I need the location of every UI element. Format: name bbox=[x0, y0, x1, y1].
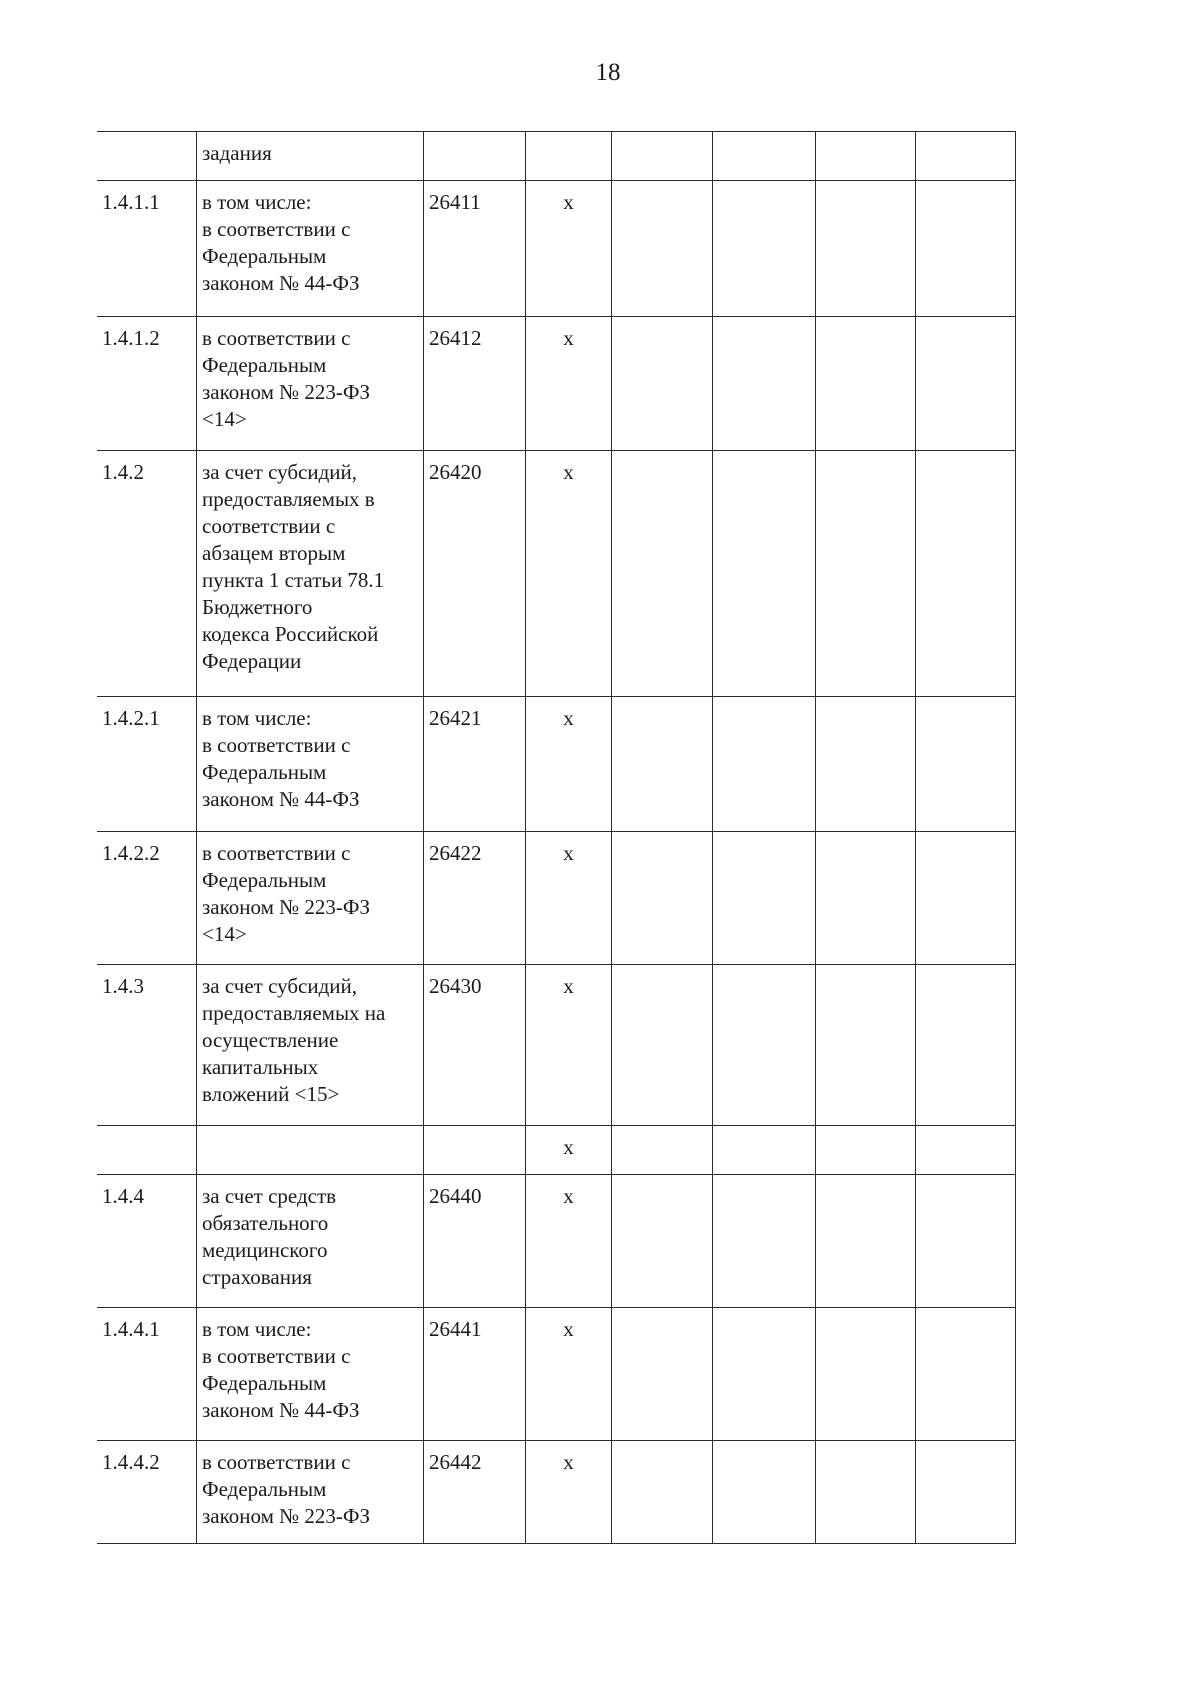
empty-cell bbox=[713, 697, 816, 832]
row-name: в том числе: в соответствии с Федеральным законом № 44-ФЗ bbox=[197, 1308, 424, 1441]
table-row bbox=[97, 181, 1016, 317]
empty-cell bbox=[916, 451, 1016, 697]
empty-cell bbox=[816, 1175, 916, 1308]
empty-cell bbox=[916, 832, 1016, 965]
empty-cell bbox=[612, 697, 713, 832]
row-number: 1.4.4.1 bbox=[97, 1308, 197, 1441]
row-name: в том числе: в соответствии с Федеральным законом № 44-ФЗ bbox=[197, 181, 424, 317]
row-number: 1.4.3 bbox=[97, 965, 197, 1126]
empty-cell bbox=[612, 132, 713, 181]
row-code: 26412 bbox=[424, 317, 526, 451]
table-row bbox=[97, 1126, 1016, 1175]
row-x-mark: х bbox=[526, 1441, 612, 1544]
page-number: 18 bbox=[595, 59, 621, 86]
row-name: в соответствии с Федеральным законом № 223-ФЗ <14> bbox=[197, 317, 424, 451]
table-row bbox=[97, 132, 1016, 181]
row-number bbox=[97, 1126, 197, 1175]
empty-cell bbox=[713, 132, 816, 181]
empty-cell bbox=[916, 1126, 1016, 1175]
empty-cell bbox=[612, 451, 713, 697]
empty-cell bbox=[713, 317, 816, 451]
row-number bbox=[97, 132, 197, 181]
empty-cell bbox=[713, 832, 816, 965]
row-x-mark: х bbox=[526, 181, 612, 317]
empty-cell bbox=[916, 132, 1016, 181]
row-name: в соответствии с Федеральным законом № 223-ФЗ bbox=[197, 1441, 424, 1544]
empty-cell bbox=[612, 1308, 713, 1441]
empty-cell bbox=[916, 1441, 1016, 1544]
row-x-mark bbox=[526, 132, 612, 181]
table-row bbox=[97, 1308, 1016, 1441]
empty-cell bbox=[713, 965, 816, 1126]
row-number: 1.4.2 bbox=[97, 451, 197, 697]
row-code: 26420 bbox=[424, 451, 526, 697]
table-row bbox=[97, 1441, 1016, 1544]
empty-cell bbox=[713, 1308, 816, 1441]
row-name: за счет средств обязательного медицинского страхования bbox=[197, 1175, 424, 1308]
empty-cell bbox=[816, 451, 916, 697]
empty-cell bbox=[816, 181, 916, 317]
empty-cell bbox=[916, 181, 1016, 317]
row-x-mark: х bbox=[526, 965, 612, 1126]
row-x-mark: х bbox=[526, 451, 612, 697]
row-number: 1.4.1.2 bbox=[97, 317, 197, 451]
table-row bbox=[97, 832, 1016, 965]
row-code: 26422 bbox=[424, 832, 526, 965]
row-name: за счет субсидий, предоставляемых в соответствии с абзацем вторым пункта 1 статьи 78.1 Бюджетного кодекса Российской Федерации bbox=[197, 451, 424, 697]
empty-cell bbox=[612, 1126, 713, 1175]
empty-cell bbox=[916, 1175, 1016, 1308]
row-x-mark: х bbox=[526, 832, 612, 965]
row-code bbox=[424, 1126, 526, 1175]
row-number: 1.4.2.2 bbox=[97, 832, 197, 965]
empty-cell bbox=[816, 832, 916, 965]
row-number: 1.4.4 bbox=[97, 1175, 197, 1308]
row-number: 1.4.4.2 bbox=[97, 1441, 197, 1544]
row-name: задания bbox=[197, 132, 424, 181]
row-code bbox=[424, 132, 526, 181]
empty-cell bbox=[713, 1126, 816, 1175]
empty-cell bbox=[916, 965, 1016, 1126]
table-row bbox=[97, 697, 1016, 832]
row-x-mark: х bbox=[526, 1308, 612, 1441]
row-code: 26441 bbox=[424, 1308, 526, 1441]
row-code: 26440 bbox=[424, 1175, 526, 1308]
empty-cell bbox=[612, 832, 713, 965]
empty-cell bbox=[713, 451, 816, 697]
empty-cell bbox=[816, 1126, 916, 1175]
empty-cell bbox=[713, 181, 816, 317]
row-x-mark: х bbox=[526, 697, 612, 832]
empty-cell bbox=[816, 965, 916, 1126]
empty-cell bbox=[916, 697, 1016, 832]
empty-cell bbox=[816, 317, 916, 451]
empty-cell bbox=[816, 697, 916, 832]
empty-cell bbox=[612, 1175, 713, 1308]
empty-cell bbox=[816, 1308, 916, 1441]
row-name: в том числе: в соответствии с Федеральным законом № 44-ФЗ bbox=[197, 697, 424, 832]
table-row bbox=[97, 451, 1016, 697]
row-code: 26442 bbox=[424, 1441, 526, 1544]
row-name: за счет субсидий, предоставляемых на осуществление капитальных вложений <15> bbox=[197, 965, 424, 1126]
empty-cell bbox=[612, 181, 713, 317]
empty-cell bbox=[713, 1175, 816, 1308]
row-number: 1.4.1.1 bbox=[97, 181, 197, 317]
empty-cell bbox=[916, 317, 1016, 451]
row-number: 1.4.2.1 bbox=[97, 697, 197, 832]
procurement-table bbox=[97, 131, 1016, 1544]
empty-cell bbox=[816, 132, 916, 181]
row-name bbox=[197, 1126, 424, 1175]
table-row bbox=[97, 317, 1016, 451]
empty-cell bbox=[916, 1308, 1016, 1441]
row-code: 26421 bbox=[424, 697, 526, 832]
empty-cell bbox=[612, 1441, 713, 1544]
empty-cell bbox=[816, 1441, 916, 1544]
row-code: 26430 bbox=[424, 965, 526, 1126]
empty-cell bbox=[612, 965, 713, 1126]
row-name: в соответствии с Федеральным законом № 223-ФЗ <14> bbox=[197, 832, 424, 965]
row-x-mark: х bbox=[526, 1175, 612, 1308]
empty-cell bbox=[612, 317, 713, 451]
row-x-mark: х bbox=[526, 1126, 612, 1175]
table-row bbox=[97, 965, 1016, 1126]
table-row bbox=[97, 1175, 1016, 1308]
row-x-mark: х bbox=[526, 317, 612, 451]
row-code: 26411 bbox=[424, 181, 526, 317]
empty-cell bbox=[713, 1441, 816, 1544]
